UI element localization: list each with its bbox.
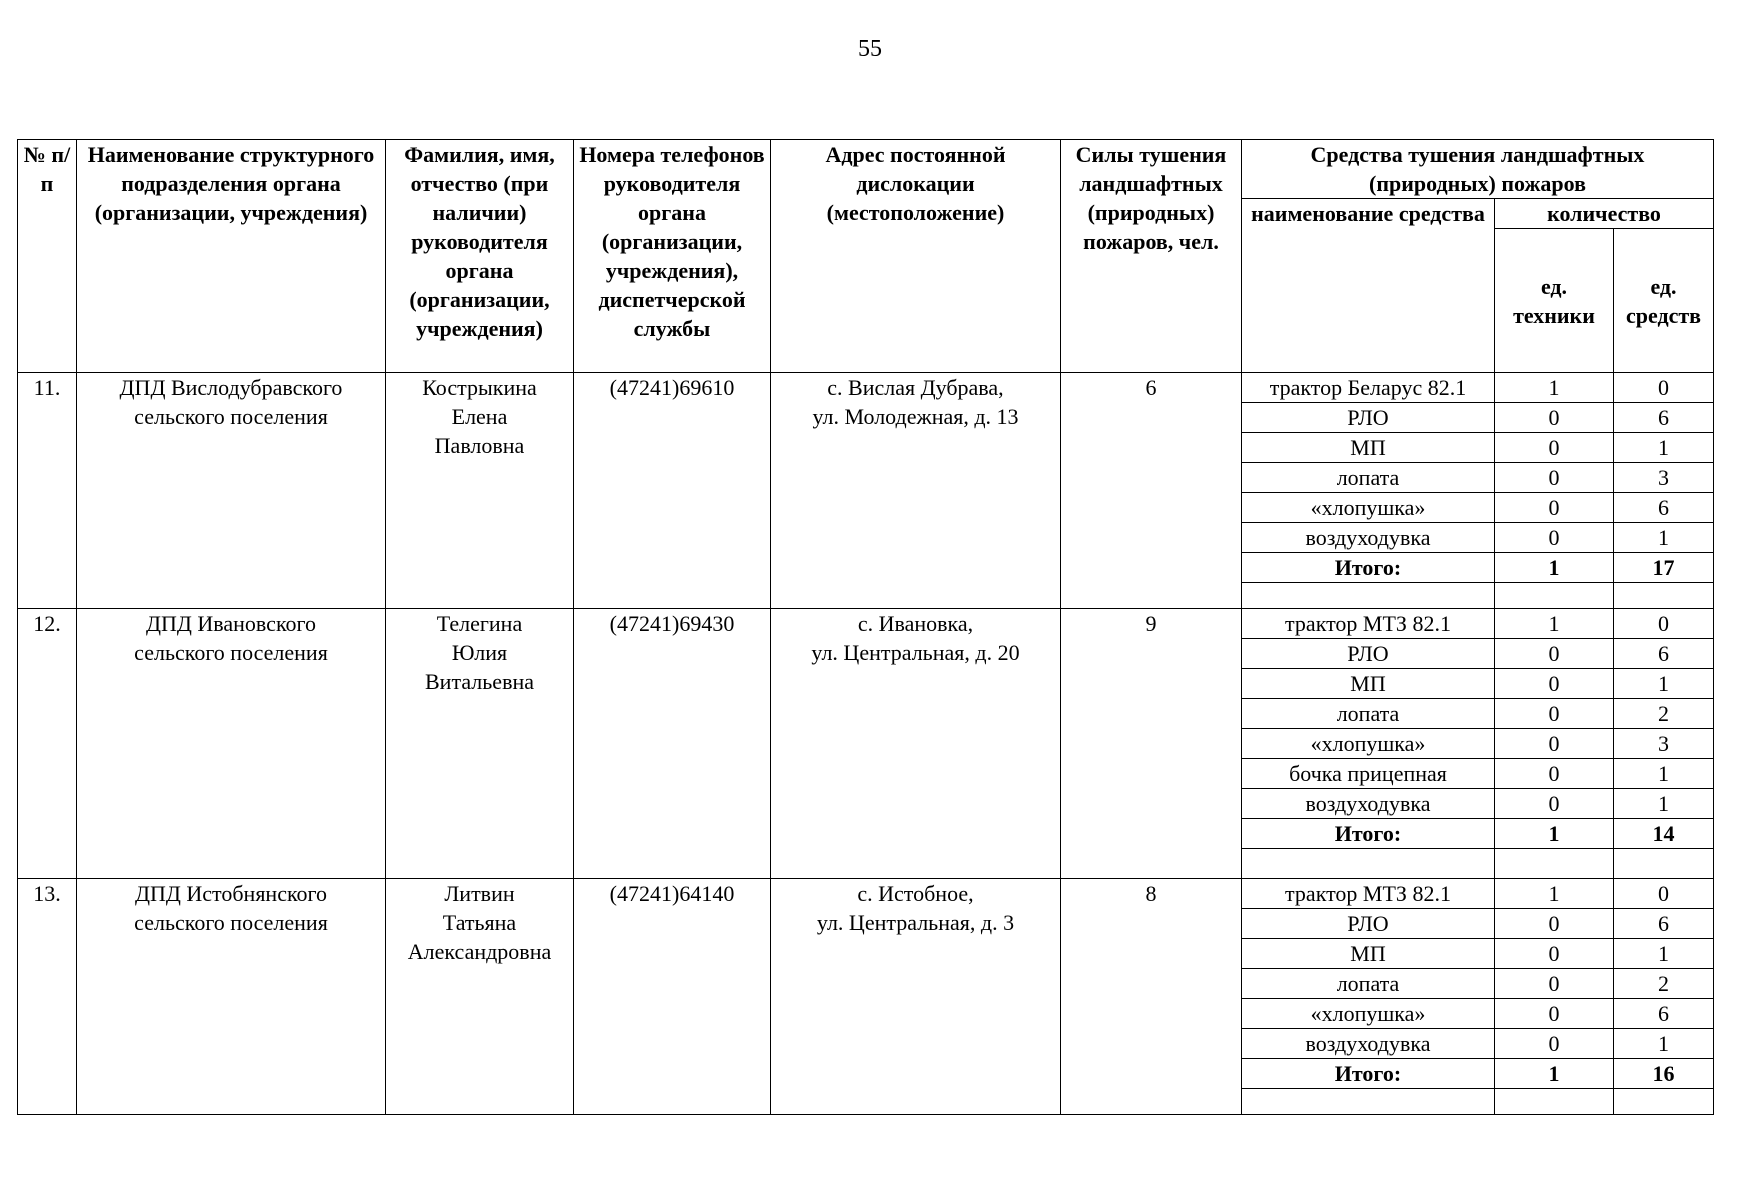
units-tech: 1 <box>1495 609 1614 639</box>
spacer-cell <box>1242 849 1495 879</box>
unit-name-line: ДПД Вислодубравского <box>119 375 343 400</box>
person-line: Елена <box>451 404 508 429</box>
units-means: 2 <box>1614 699 1714 729</box>
units-means: 3 <box>1614 463 1714 493</box>
person-line: Витальевна <box>425 669 534 694</box>
units-tech: 0 <box>1495 433 1614 463</box>
units-tech: 0 <box>1495 729 1614 759</box>
head-person <box>386 373 574 609</box>
header-person: Фамилия, имя, отчество (при наличии) руководителя органа (организации, учреждения) <box>386 140 574 373</box>
spacer-cell <box>1242 583 1495 609</box>
unit-name-line: ДПД Ивановского <box>146 611 316 636</box>
total-means: 16 <box>1614 1059 1714 1089</box>
unit-name <box>77 879 386 1115</box>
unit-name-line: сельского поселения <box>134 910 328 935</box>
forces-count: 8 <box>1061 879 1242 1115</box>
means-name: воздуходувка <box>1242 789 1495 819</box>
header-means: Средства тушения ландшафтных (природных) пожаров <box>1242 140 1714 199</box>
means-name: трактор МТЗ 82.1 <box>1242 609 1495 639</box>
total-label: Итого: <box>1242 819 1495 849</box>
person-line: Павловна <box>434 433 525 458</box>
units-tech: 0 <box>1495 759 1614 789</box>
phone-number: (47241)64140 <box>574 879 771 1115</box>
units-tech: 0 <box>1495 699 1614 729</box>
units-tech: 0 <box>1495 999 1614 1029</box>
total-label: Итого: <box>1242 553 1495 583</box>
units-means: 6 <box>1614 403 1714 433</box>
units-tech: 0 <box>1495 1029 1614 1059</box>
person-line: Кострыкина <box>422 375 537 400</box>
table-header <box>18 140 1714 373</box>
forces-count: 9 <box>1061 609 1242 879</box>
unit-name-line: ДПД Истобнянского <box>134 881 328 906</box>
means-name: лопата <box>1242 463 1495 493</box>
units-tech: 0 <box>1495 493 1614 523</box>
header-forces: Силы тушения ландшафтных (природных) пожаров, чел. <box>1061 140 1242 373</box>
units-means: 1 <box>1614 669 1714 699</box>
means-name: бочка прицепная <box>1242 759 1495 789</box>
units-means: 6 <box>1614 909 1714 939</box>
units-means: 1 <box>1614 433 1714 463</box>
unit-name <box>77 373 386 609</box>
header-means-name: наименование средства <box>1242 199 1495 373</box>
table-row <box>18 879 1714 909</box>
spacer-cell <box>1242 1089 1495 1115</box>
address <box>771 373 1061 609</box>
address-line: с. Вислая Дубрава, <box>827 375 1004 400</box>
row-number: 11. <box>18 373 77 609</box>
spacer-cell <box>1495 1089 1614 1115</box>
spacer-cell <box>1495 849 1614 879</box>
spacer-cell <box>1495 583 1614 609</box>
units-means: 0 <box>1614 879 1714 909</box>
person-line: Телегина <box>436 611 523 636</box>
person-line: Александровна <box>407 939 552 964</box>
address-line: ул. Центральная, д. 20 <box>811 640 1020 665</box>
header-units-means: ед. средств <box>1614 229 1714 373</box>
means-name: МП <box>1242 669 1495 699</box>
means-name: «хлопушка» <box>1242 729 1495 759</box>
units-tech: 0 <box>1495 969 1614 999</box>
person-line: Татьяна <box>442 910 517 935</box>
units-means: 3 <box>1614 729 1714 759</box>
spacer-cell <box>1614 849 1714 879</box>
spacer-cell <box>1614 583 1714 609</box>
header-num: № п/п <box>18 140 77 373</box>
address-line: ул. Молодежная, д. 13 <box>812 404 1019 429</box>
units-tech: 0 <box>1495 669 1614 699</box>
row-number: 12. <box>18 609 77 879</box>
address <box>771 879 1061 1115</box>
unit-name-line: сельского поселения <box>134 404 328 429</box>
units-means: 1 <box>1614 759 1714 789</box>
means-name: РЛО <box>1242 639 1495 669</box>
means-name: РЛО <box>1242 909 1495 939</box>
units-means: 1 <box>1614 523 1714 553</box>
forces-count: 6 <box>1061 373 1242 609</box>
units-tech: 0 <box>1495 939 1614 969</box>
head-person <box>386 609 574 879</box>
table-body <box>18 373 1714 1115</box>
units-means: 2 <box>1614 969 1714 999</box>
header-quantity: количество <box>1495 199 1714 229</box>
units-tech: 0 <box>1495 463 1614 493</box>
address-line: ул. Центральная, д. 3 <box>816 910 1015 935</box>
means-name: МП <box>1242 433 1495 463</box>
means-name: трактор МТЗ 82.1 <box>1242 879 1495 909</box>
phone-number: (47241)69610 <box>574 373 771 609</box>
fire-equipment-table <box>17 139 1714 1115</box>
total-means: 17 <box>1614 553 1714 583</box>
units-means: 6 <box>1614 639 1714 669</box>
address-line: с. Истобное, <box>857 881 974 906</box>
units-tech: 0 <box>1495 909 1614 939</box>
units-means: 1 <box>1614 939 1714 969</box>
person-line: Юлия <box>451 640 508 665</box>
units-means: 0 <box>1614 373 1714 403</box>
units-tech: 0 <box>1495 789 1614 819</box>
total-tech: 1 <box>1495 819 1614 849</box>
units-means: 6 <box>1614 999 1714 1029</box>
units-tech: 0 <box>1495 639 1614 669</box>
means-name: лопата <box>1242 699 1495 729</box>
means-name: воздуходувка <box>1242 1029 1495 1059</box>
spacer-cell <box>1614 1089 1714 1115</box>
address <box>771 609 1061 879</box>
person-line: Литвин <box>444 881 515 906</box>
table-row <box>18 609 1714 639</box>
means-name: «хлопушка» <box>1242 999 1495 1029</box>
header-units-tech: ед. техники <box>1495 229 1614 373</box>
units-tech: 0 <box>1495 403 1614 433</box>
units-tech: 1 <box>1495 879 1614 909</box>
phone-number: (47241)69430 <box>574 609 771 879</box>
units-tech: 0 <box>1495 523 1614 553</box>
total-tech: 1 <box>1495 1059 1614 1089</box>
units-means: 1 <box>1614 1029 1714 1059</box>
header-address: Адрес постоянной дислокации (местоположение) <box>771 140 1061 373</box>
unit-name <box>77 609 386 879</box>
means-name: лопата <box>1242 969 1495 999</box>
means-name: РЛО <box>1242 403 1495 433</box>
total-tech: 1 <box>1495 553 1614 583</box>
row-number: 13. <box>18 879 77 1115</box>
header-unit: Наименование структурного подразделения органа (организации, учреждения) <box>77 140 386 373</box>
units-tech: 1 <box>1495 373 1614 403</box>
head-person <box>386 879 574 1115</box>
units-means: 6 <box>1614 493 1714 523</box>
page-number: 55 <box>858 36 882 62</box>
units-means: 1 <box>1614 789 1714 819</box>
means-name: «хлопушка» <box>1242 493 1495 523</box>
means-name: МП <box>1242 939 1495 969</box>
total-means: 14 <box>1614 819 1714 849</box>
means-name: трактор Беларус 82.1 <box>1242 373 1495 403</box>
units-means: 0 <box>1614 609 1714 639</box>
header-phone: Номера телефонов руководителя органа (организации, учреждения), диспетчерской службы <box>574 140 771 373</box>
means-name: воздуходувка <box>1242 523 1495 553</box>
total-label: Итого: <box>1242 1059 1495 1089</box>
address-line: с. Ивановка, <box>857 611 974 636</box>
table-row <box>18 373 1714 403</box>
unit-name-line: сельского поселения <box>134 640 328 665</box>
